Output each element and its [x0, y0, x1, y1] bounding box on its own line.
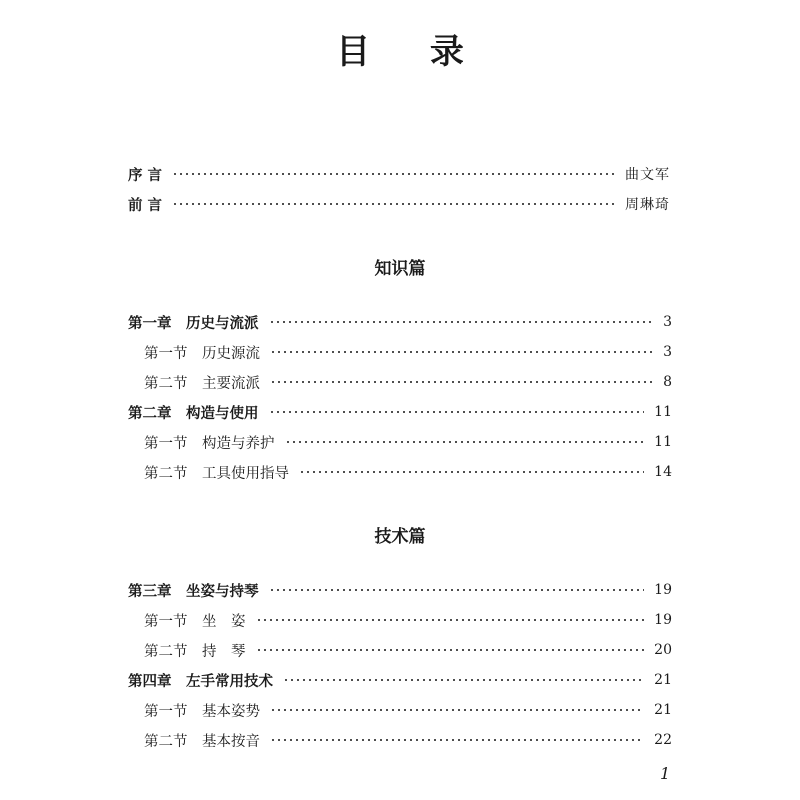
toc-label: 第一章 历史与流派: [128, 315, 259, 332]
toc-label: 第一节 坐 姿: [144, 613, 246, 630]
toc-entry-section[interactable]: [128, 608, 672, 632]
toc-page: 11: [654, 404, 672, 420]
toc-page: 21: [654, 702, 672, 718]
dot-leader: [269, 411, 645, 413]
toc-label: 第一节 基本姿势: [144, 703, 260, 720]
dot-leader: [270, 739, 644, 741]
dot-leader: [269, 589, 645, 591]
toc-page: 22: [654, 732, 672, 748]
toc-page: 19: [654, 612, 672, 628]
toc-label: 第二节 主要流派: [144, 375, 260, 392]
page-number: 1: [660, 764, 671, 783]
toc-label: 第三章 坐姿与持琴: [128, 583, 259, 600]
toc-entry-section[interactable]: [128, 370, 672, 394]
toc-entry-section[interactable]: [128, 340, 672, 364]
dot-leader: [285, 441, 645, 443]
toc-label: 前 言: [128, 197, 163, 214]
toc-label: 第四章 左手常用技术: [128, 673, 273, 690]
toc-author: 周琳琦: [625, 197, 670, 213]
dot-leader: [256, 649, 645, 651]
toc-entry-section[interactable]: [128, 638, 672, 662]
toc-label: 第二节 工具使用指导: [144, 465, 289, 482]
toc-entry-chapter[interactable]: [128, 578, 672, 602]
toc-page: 8: [663, 374, 672, 390]
page-title: 目 录: [336, 32, 488, 72]
toc-entry-foreword[interactable]: [128, 192, 670, 216]
dot-leader: [172, 173, 615, 175]
toc-entry-section[interactable]: [128, 430, 672, 454]
toc-label: 第二章 构造与使用: [128, 405, 259, 422]
toc-entry-chapter[interactable]: [128, 400, 672, 424]
dot-leader: [270, 381, 652, 383]
dot-leader: [172, 203, 615, 205]
toc-label: 第一节 历史源流: [144, 345, 260, 362]
toc-label: 第二节 基本按音: [144, 733, 260, 750]
dot-leader: [299, 471, 644, 473]
dot-leader: [256, 619, 645, 621]
toc-page: 14: [654, 464, 672, 480]
toc-label: 第二节 持 琴: [144, 643, 246, 660]
toc-entry-section[interactable]: [128, 728, 672, 752]
toc-entry-chapter[interactable]: [128, 668, 672, 692]
toc-page: 20: [654, 642, 672, 658]
toc-page: 21: [654, 672, 672, 688]
toc-entry-chapter[interactable]: [128, 310, 672, 334]
toc-page: 3: [663, 314, 672, 330]
toc-entry-section[interactable]: [128, 698, 672, 722]
dot-leader: [270, 709, 644, 711]
toc-entry-section[interactable]: [128, 460, 672, 484]
dot-leader: [283, 679, 644, 681]
toc-label: 序 言: [128, 167, 163, 184]
part-heading-technique: 技术篇: [374, 527, 426, 547]
toc-author: 曲文军: [625, 167, 670, 183]
toc-page: 19: [654, 582, 672, 598]
toc-entry-preface[interactable]: [128, 162, 670, 186]
toc-page: 3: [663, 344, 672, 360]
toc-label: 第一节 构造与养护: [144, 435, 275, 452]
dot-leader: [269, 321, 653, 323]
dot-leader: [270, 351, 652, 353]
part-heading-knowledge: 知识篇: [374, 259, 426, 279]
toc-page: 11: [654, 434, 672, 450]
